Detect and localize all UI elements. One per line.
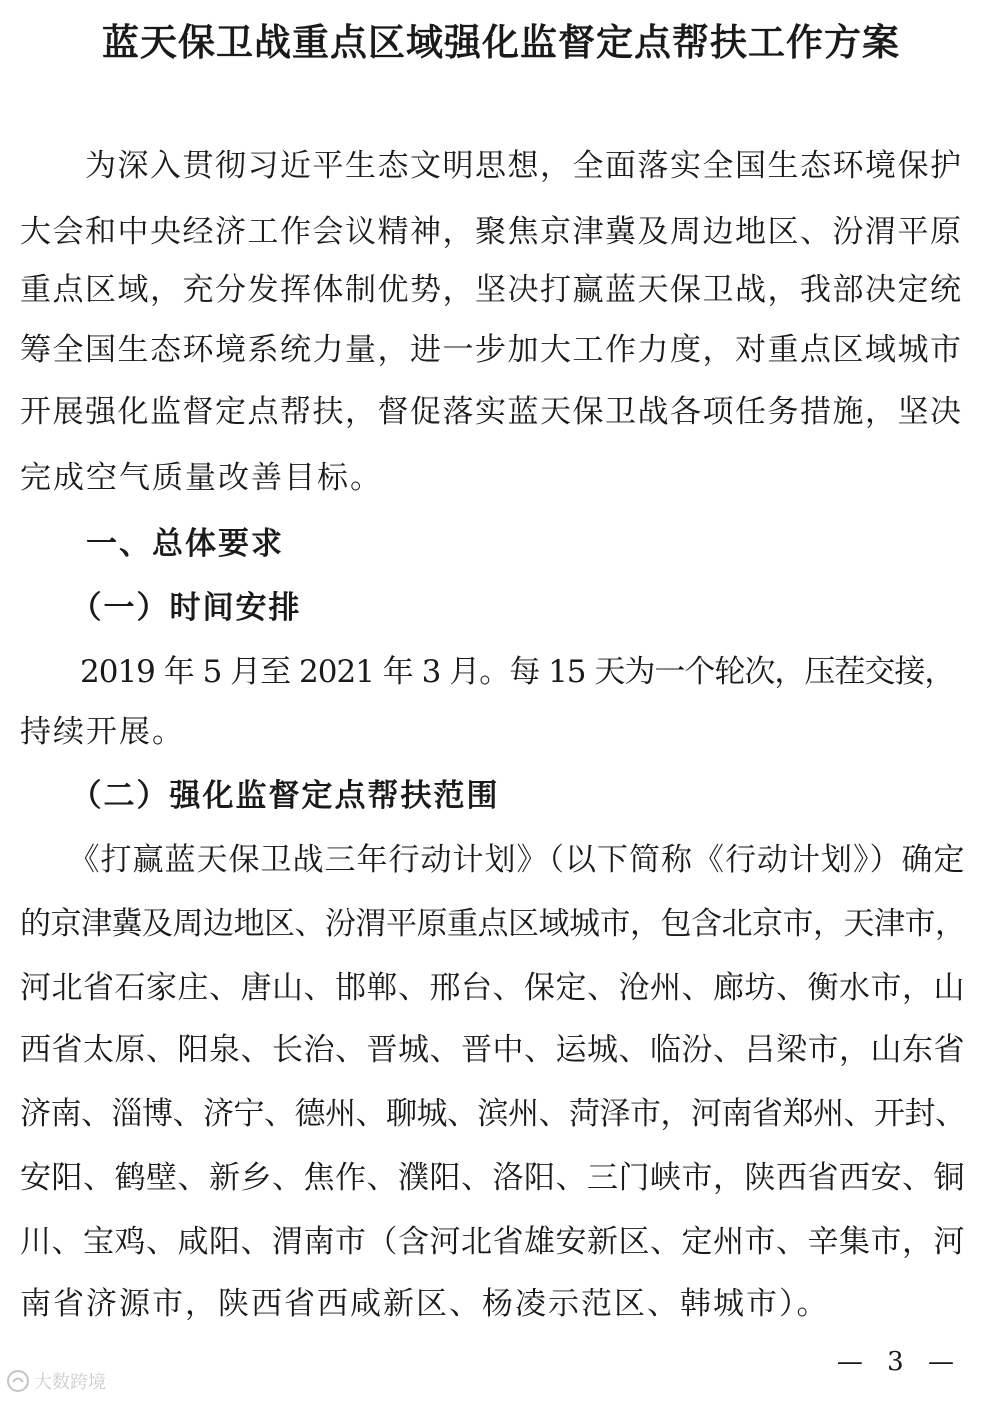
paragraph-line: 西省太原、阳泉、长治、晋城、晋中、运城、临汾、吕梁市，山东省 bbox=[20, 1032, 965, 1068]
paragraph-line: 的京津冀及周边地区、汾渭平原重点区域城市，包含北京市，天津市， bbox=[20, 906, 966, 942]
section-heading: （一）时间安排 bbox=[20, 590, 302, 626]
section-heading: 一、总体要求 bbox=[20, 526, 284, 562]
paragraph-line: 南省济源市，陕西省西咸新区、杨凌示范区、韩城市）。 bbox=[20, 1286, 830, 1322]
paragraph-line: 大会和中央经济工作会议精神，聚焦京津冀及周边地区、汾渭平原 bbox=[20, 214, 963, 250]
paragraph-line: 完成空气质量改善目标。 bbox=[20, 460, 383, 496]
paragraph-line: 筹全国生态环境系统力量，进一步加大工作力度，对重点区域城市 bbox=[20, 332, 963, 368]
paragraph-line: 济南、淄博、济宁、德州、聊城、滨州、菏泽市，河南省郑州、开封、 bbox=[20, 1096, 966, 1132]
paragraph-line: 为深入贯彻习近平生态文明思想，全面落实全国生态环境保护 bbox=[20, 148, 963, 184]
paragraph-line: 河北省石家庄、唐山、邯郸、邢台、保定、沧州、廊坊、衡水市，山 bbox=[20, 970, 965, 1006]
paragraph-line: 《打赢蓝天保卫战三年行动计划》（以下简称《行动计划》）确定 bbox=[20, 842, 966, 878]
watermark-text: 大数跨境 bbox=[34, 1372, 106, 1393]
watermark bbox=[6, 1366, 106, 1396]
watermark-logo-icon bbox=[6, 1369, 30, 1393]
paragraph-line: 重点区域，充分发挥体制优势，坚决打赢蓝天保卫战，我部决定统 bbox=[20, 272, 963, 308]
paragraph-line: 川、宝鸡、咸阳、渭南市（含河北省雄安新区、定州市、辛集市，河 bbox=[20, 1224, 965, 1260]
paragraph-line: 安阳、鹤壁、新乡、焦作、濮阳、洛阳、三门峡市，陕西省西安、铜 bbox=[20, 1160, 965, 1196]
document-title: 蓝天保卫战重点区域强化监督定点帮扶工作方案 bbox=[102, 20, 900, 64]
paragraph-line: 2019 年 5 月至 2021 年 3 月。每 15 天为一个轮次，压茬交接， bbox=[20, 654, 955, 690]
paragraph-line: 持续开展。 bbox=[20, 714, 185, 750]
paragraph-line: 开展强化监督定点帮扶，督促落实蓝天保卫战各项任务措施，坚决 bbox=[20, 394, 963, 430]
page-number: — 3 — bbox=[836, 1347, 962, 1377]
section-heading: （二）强化监督定点帮扶范围 bbox=[20, 778, 500, 814]
